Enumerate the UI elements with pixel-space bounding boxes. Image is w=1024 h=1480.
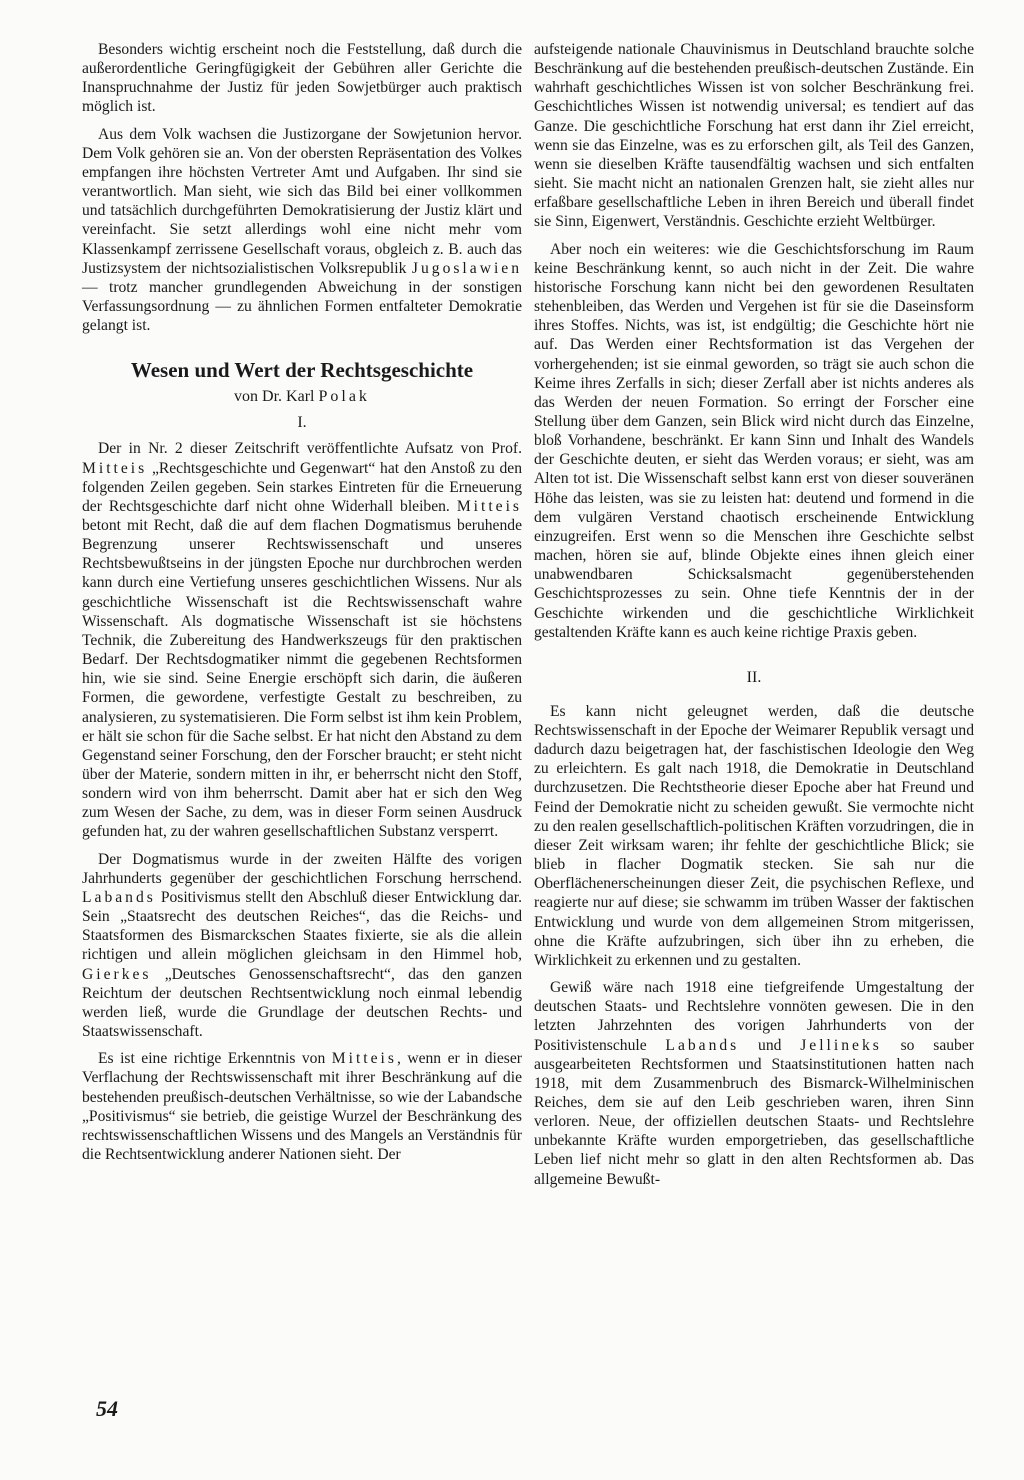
- paragraph: [82, 125, 522, 336]
- paragraph: Es kann nicht geleugnet werden, daß die deutsche Rechtswissenschaft in der Epoche der Weimarer Republik versagt und dadurch dazu beigetragen hat, der faschistischen Ideologie den Weg zu erleichtern. Es galt nach 1918, die Demokratie in Deutschland durchzusetzen. Die Rechtstheorie dieser Epoche aber hat Freund und Feind der Demokratie nicht zu scheiden gewußt. Sie vermochte nicht zu den realen gesellschaftlich-politischen Kräften vorzudringen, die in dieser Zeit wirksam waren; ihr fehlte der geschichtliche Blick; sie blieb in flacher Dogmatik stecken. Sie sah nur die Oberflächenerscheinungen dieser Zeit, die psychischen Reflexe, und reagierte nur auf diese; sie schwamm im trüben Wasser der faktischen Entwicklung und wurde von dem allgemeinen Strom mitgerissen, ohne die Kräfte aufzubringen, sich über ihn zu erheben, die Wirklichkeit zu erkennen und zu gestalten.: [534, 702, 974, 969]
- paragraph-text: Es ist eine richtige Erkenntnis von: [98, 1050, 326, 1068]
- paragraph-text: Aus dem Volk wachsen die Justizorgane der Sowjetunion hervor. Dem Volk gehören sie an. Von der obersten Repräsentation des Volkes empfangen ihre höchsten Vertreter Amt und Aufgaben. Ihr sind sie verantwortlich. Man sieht, wie sich das Bild bei einer vollkommen und tatsächlich durchgeführten Demokratisierung der Justiz klärt und vereinfacht. Sie setzt allerdings wohl eine nicht mehr vom Klassenkampf zerrissene Gesellschaft voraus, obgleich z. B. auch das Justizsystem der nichtsozialistischen Volksrepublik: [82, 125, 522, 277]
- paragraph: [534, 978, 974, 1189]
- section-number: II.: [746, 668, 762, 686]
- left-column: [82, 40, 522, 1172]
- paragraph-text: Der in Nr. 2 dieser Zeitschrift veröffentlichte Aufsatz von Prof.: [98, 440, 522, 458]
- paragraph-text: Positivismus stellt den Abschluß dieser Entwicklung dar. Sein „Staatsrecht des deutschen Reiches“, das die Reichs- und Staatsformen des Bismarckschen Staates fixierte, sie als die allein richtigen und allein möglichen gleichsam in den Himmel hob,: [82, 888, 523, 964]
- article-heading: Wesen und Wert der Rechtsgeschichte: [130, 358, 474, 383]
- paragraph-text: Gewiß wäre nach 1918 eine tiefgreifende Umgestaltung der deutschen Staats- und Rechtslehre vonnöten gewesen. Die in den letzten Jahrzehnten des vorigen Jahrhunderts von der Positivistenschule: [534, 979, 974, 1054]
- paragraph-text: „Rechtsgeschichte und Gegenwart“ hat den Anstoß zu den folgenden Zeilen gegeben. Sein starkes Eintreten für die Erneuerung der Rechtsgeschichte darf nicht ohne Widerhall bleiben.: [82, 459, 522, 515]
- emphasized-name: Labands: [82, 888, 156, 906]
- paragraph-text: so sauber ausgearbeiteten Rechtsformen und Staatsinstitutionen hatten nach 1918, mit dem Zusammenbruch des Bismarck-Wilhelminischen Reiches, dem sie auf den Leib geschrieben waren, ihren Sinn verloren. Neue, der offiziellen deutschen Staats- und Rechtslehre unbekannte Kräfte wurden emporgetrieben, das gesellschaftliche Leben lief nicht mehr so glatt in den alten Rechtsformen ab. Das allgemeine Bewußt-: [534, 1036, 974, 1188]
- paragraph: aufsteigende nationale Chauvinismus in Deutschland brauchte solche Beschränkung auf die bestehenden preußisch-deutschen Zustände. Ein wahrhaft geschichtliches Wissen ist von solcher Beschränkung frei. Geschichtliches Wissen ist notwendig universal; es tendiert auf das Ganze. Die geschichtliche Forschung hat erst dann ihr Ziel erreicht, wenn sie das Einzelne, was es zu erforschen gilt, als Teil des Ganzen, wenn sie dieselben Kräfte tausendfältig wachsen und sich entfalten sieht. Sie macht nicht an nationalen Grenzen halt, sie zieht alles nur erfaßbare gesellschaftliche Leben in ihren Bereich und überall findet sie Sinn, Eigenwert, Verständnis. Geschichte erzieht Weltbürger.: [534, 41, 974, 231]
- emphasized-name: Labands: [665, 1036, 740, 1054]
- paragraph: Besonders wichtig erscheint noch die Feststellung, daß durch die außerordentliche Geringfügigkeit der Gebühren aller Gerichte die Inanspruchnahme der Justiz für jeden Sowjetbürger auch praktisch möglich ist.: [82, 41, 522, 116]
- paragraph: [82, 850, 522, 1042]
- page-number: 54: [96, 1396, 118, 1421]
- emphasized-name: Jellineks: [800, 1036, 882, 1054]
- emphasized-name: Mitteis: [331, 1050, 397, 1068]
- paragraph: Aber noch ein weiteres: wie die Geschichtsforschung im Raum keine Beschränkung kennt, so auch nicht in der Zeit. Die wahre historische Forschung kann nicht bei den gewordenen Resultaten stehenbleiben, das Werden und Vergehen ist für sie die Daseinsform ihres Stoffes. Nichts, was ist, ist endgültig; die Geschichte hört nie auf. Das Werden einer Rechtsformation ist das Vergehen der vorhergehenden; ist sie einmal geworden, so trägt sie auch schon die Keime ihres Zerfalls in sich; dieser Zerfall aber ist nichts anderes als das Werden der neuen Formation. So erringt der Forscher eine Stellung über dem Ganzen, sein Blick wird nicht durch das Einzelne, bloß Vorhandene, beschränkt. Er kann Sinn und Inhalt des Wandels der Geschichte deuten, er sieht das Werden voraus; er sieht, was am Alten tot ist. Die Wissenschaft selbst kann erst von dieser souveränen Höhe das leisten, was sie zu leisten hat: deutend und formend in die dem vulgären Verstand chaotisch erscheinende Entwicklung einzugreifen. Erst wenn so die Menschen ihre Geschichte selbst machen, hören sie auf, blinde Objekte eines ihnen gleich einer unabwendbaren Schicksalsmacht gegenüberstehenden Geschichtsprozesses zu sein. Ohne tiefe Kenntnis der in der Geschichte wirkenden und die geschichtliche Wirklichkeit gestaltenden Kräfte kann es auch keine richtige Praxis geben.: [534, 240, 974, 641]
- emphasized-name: Mitteis: [82, 459, 148, 477]
- author-name: Polak: [318, 388, 370, 406]
- paragraph-text: betont mit Recht, daß die auf dem flachen Dogmatismus beruhende Begrenzung unserer Rechtswissenschaft und unseres Rechtsbewußtseins in der jüngsten Epoche nur durchbrochen werden kann durch eine Vertiefung unseres geschichtlichen Wissens. Nur als geschichtliche Wissenschaft ist die Rechtswissenschaft wahre Wissenschaft. Als dogmatische Wissenschaft ist sie höchstens Technik, die Zubereitung des Handwerkszeugs für den praktischen Bedarf. Der Rechtsdogmatiker nimmt die gegebenen Rechtsformen hin, wie sie sind. Seine Energie erschöpft sich darin, die äußeren Formen, die gewordene, verfestigte Gestalt zu beschreiben, zu analysieren, zu systematisieren. Die Form selbst ist ihm kein Problem, er hält sie schon für die Sache selbst. Er hat nicht den Abstand zu dem Gegenstand seiner Forschung, den der Forscher braucht; er steht nicht über der Materie, sondern mitten in ihr, er beherrscht nicht den Stoff, sondern wird von ihm beherrscht. Damit aber hat er sich den Weg zum Wesen der Sache, zu dem, was in dieser Form seinen Ausdruck gefunden hat, zu der wahren gesellschaftlichen Substanz versperrt.: [82, 516, 522, 841]
- emphasized-name: Mitteis: [456, 497, 522, 515]
- paragraph-text: „Deutsches Genossenschaftsrecht“, das den ganzen Reichtum der deutschen Rechtsentwicklung noch einmal lebendig werden ließ, wurde die Grundlage der deutschen Rechts- und Staatswissenschaft.: [82, 965, 522, 1041]
- right-column: [534, 40, 974, 1197]
- section-number: I.: [297, 414, 307, 432]
- paragraph: [82, 439, 522, 841]
- byline-prefix: von Dr. Karl: [234, 388, 315, 406]
- emphasized-name: Gierkes: [82, 965, 152, 983]
- paragraph-text: , wenn er in dieser Verflachung der Rechtswissenschaft mit ihrer Beschränkung auf die bestehenden preußisch-deutschen Verhältnisse, so wie der Labandsche „Positivismus“ sie betrieb, die geistige Wurzel der Beschränkung des rechtswissenschaftlichen Wissens und des Mangels an Verständnis für die Rechtsentwicklung anderer Nationen sieht. Der: [82, 1050, 522, 1163]
- emphasized-name: Jugoslawien: [411, 259, 522, 277]
- paragraph-text: und: [758, 1036, 782, 1054]
- paragraph-text: Der Dogmatismus wurde in der zweiten Hälfte des vorigen Jahrhunderts gegenüber der geschichtlichen Forschung herrschend.: [82, 850, 522, 887]
- author-byline: [82, 387, 522, 407]
- paragraph: [82, 1049, 522, 1164]
- paragraph-text: — trotz mancher grundlegenden Abweichung in der sonstigen Verfassungsordnung — zu ähnlichen Formen entfalteter Demokratie gelangt ist.: [82, 278, 522, 335]
